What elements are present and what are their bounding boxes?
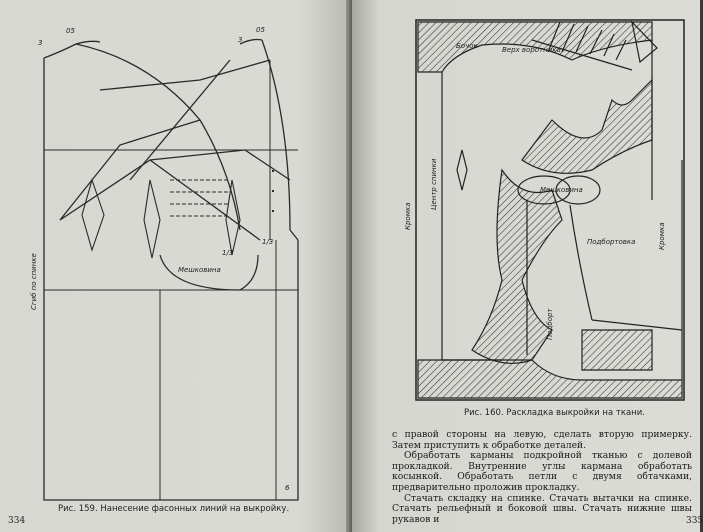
paragraph-1: с правой стороны на левую, сделать вторую примерку. Затем приступить к обработке деталей.	[392, 429, 692, 451]
mark-1-3-a: 1/3	[222, 249, 234, 257]
mark-05-left: 05	[66, 27, 75, 35]
page-number-left: 334	[8, 516, 26, 526]
front-lining-label: Подбортовка	[587, 238, 636, 246]
piece-top-label: Бочок	[456, 42, 478, 50]
page-number-right: 335	[686, 516, 703, 526]
pattern-outline	[44, 58, 298, 500]
figure-caption-160: Рис. 160. Раскладка выкройки на ткани.	[464, 408, 645, 418]
edge-label: Кромка	[658, 222, 666, 250]
collar-label: Верх воротника	[502, 46, 561, 54]
mark-6: 6	[285, 484, 290, 492]
lining-label: Подборт	[546, 308, 554, 340]
body-text	[392, 430, 692, 525]
pocket-label-right: Мешковина	[540, 186, 583, 194]
mark-05-right: 05	[256, 26, 265, 34]
fold-label-left: Сгиб по спинке	[30, 253, 38, 310]
paragraph-3: Стачать складку на спинке. Стачать вытачки на спинке. Стачать рельефный и боковой швы. Стачать нижние швы рукавов и	[392, 492, 692, 525]
mark-3-left: 3	[38, 39, 43, 47]
centre-back-label: Центр спинки	[430, 158, 438, 210]
paragraph-2: Обработать карманы подкройной тканью с долевой прокладкой. Внутренние углы кармана обработать косынкой. Обработать петли с двумя обтачками, предварительно проложив прокладку.	[392, 450, 692, 493]
figure-caption-159: Рис. 159. Нанесение фасонных линий на выкройку.	[58, 504, 290, 514]
fold-label-right: Кромка	[404, 202, 412, 230]
mark-3-right: 3	[238, 36, 243, 44]
pocket-label-left: Мешковина	[178, 266, 221, 274]
mark-1-3-b: 1/3	[262, 238, 274, 246]
